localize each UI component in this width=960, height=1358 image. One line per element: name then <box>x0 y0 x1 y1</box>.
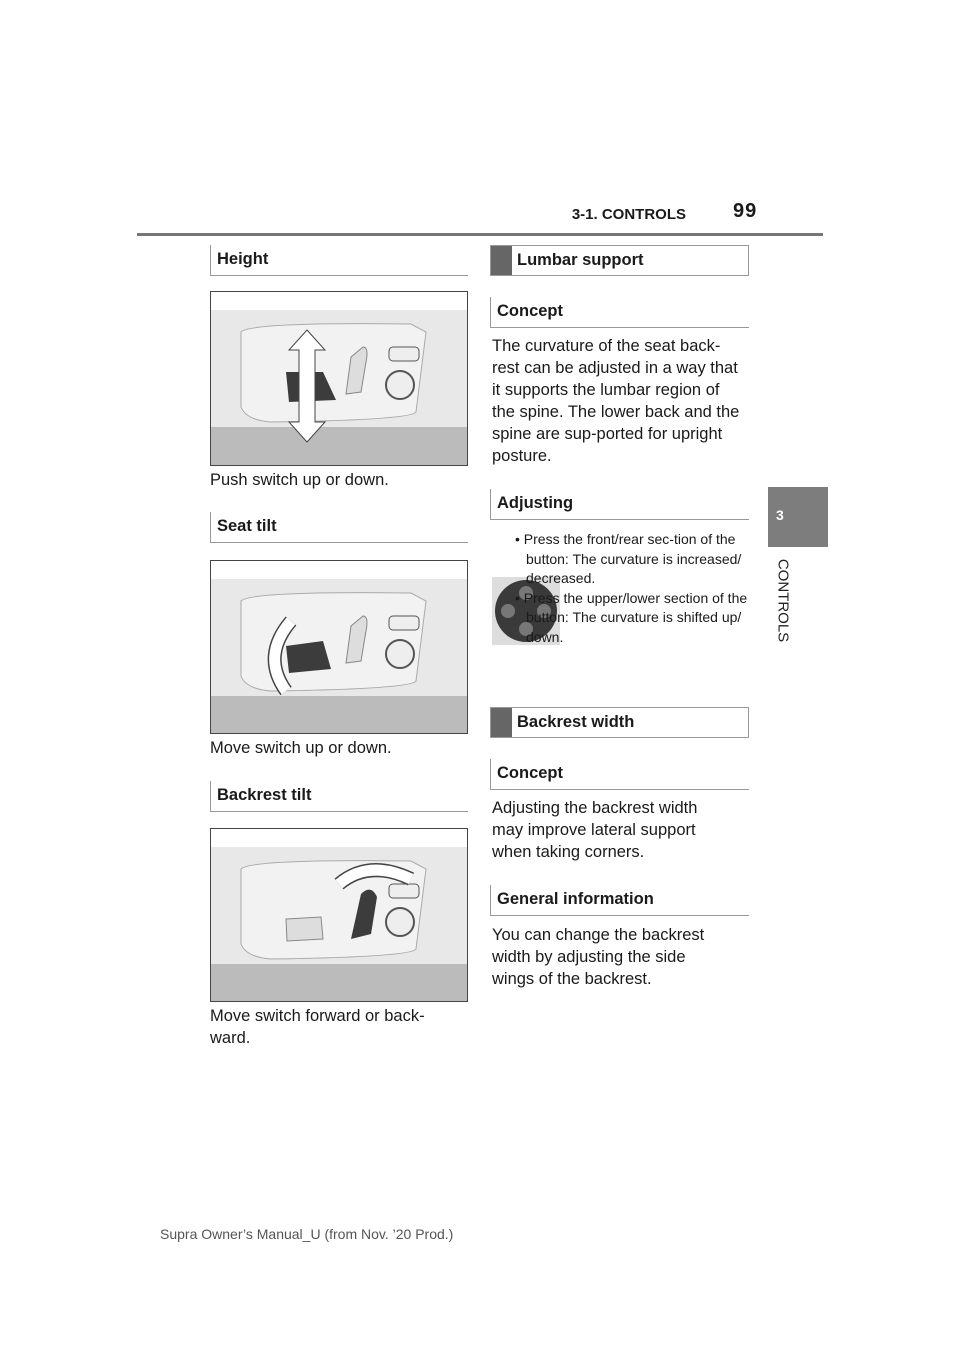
seat-switch-illustration <box>211 829 467 1001</box>
heading-general-information: General information <box>490 885 749 916</box>
heading-backrest-width: Backrest width <box>490 707 749 738</box>
seat-switch-illustration <box>211 561 467 733</box>
general-information-text: You can change the backrest width by adjusting the side wings of the backrest. <box>492 926 705 988</box>
bullet-item: • Press the upper/lower section of the button: The curvature is shifted up/ down. <box>515 589 748 645</box>
bullet-text: Press the front/rear sec-tion of the button: The curvature is increased/ decreased. <box>523 531 742 586</box>
heading-concept: Concept <box>490 759 749 790</box>
page-number: 99 <box>733 200 758 222</box>
seat-tilt-figure <box>210 560 468 734</box>
heading-adjusting: Adjusting <box>490 489 749 520</box>
seat-switch-illustration <box>211 292 467 465</box>
header-rule <box>137 233 823 236</box>
heading-height: Height <box>210 245 468 276</box>
height-switch-figure <box>210 291 468 466</box>
backrest-width-concept-text: Adjusting the backrest width may improve lateral support when taking corners. <box>492 799 698 861</box>
bullet-text: Press the upper/lower section of the button: The curvature is shifted up/ down. <box>523 589 748 645</box>
heading-lumbar-support: Lumbar support <box>490 245 749 276</box>
adjusting-bullets <box>508 530 753 647</box>
height-instruction: Push switch up or down. <box>210 471 389 489</box>
heading-backrest-tilt: Backrest tilt <box>210 781 468 812</box>
chapter-number: 3 <box>776 507 784 523</box>
bullet-item: • Press the front/rear sec-tion of the button: The curvature is increased/ decreased. <box>515 531 742 586</box>
heading-seat-tilt: Seat tilt <box>210 512 468 543</box>
lumbar-concept-text: The curvature of the seat back-rest can be adjusted in a way that it supports the lumbar region of the spine. The lower back and the spine are sup-ported for upright posture. <box>492 337 740 465</box>
heading-concept: Concept <box>490 297 749 328</box>
backrest-tilt-instruction: Move switch forward or back-ward. <box>210 1007 425 1047</box>
section-title: 3-1. CONTROLS <box>571 206 686 223</box>
chapter-label: CONTROLS <box>774 558 792 643</box>
footer: Supra Owner’s Manual_U (from Nov. ’20 Prod.) <box>160 1226 454 1242</box>
backrest-tilt-figure <box>210 828 468 1002</box>
seat-tilt-instruction: Move switch up or down. <box>210 739 392 757</box>
